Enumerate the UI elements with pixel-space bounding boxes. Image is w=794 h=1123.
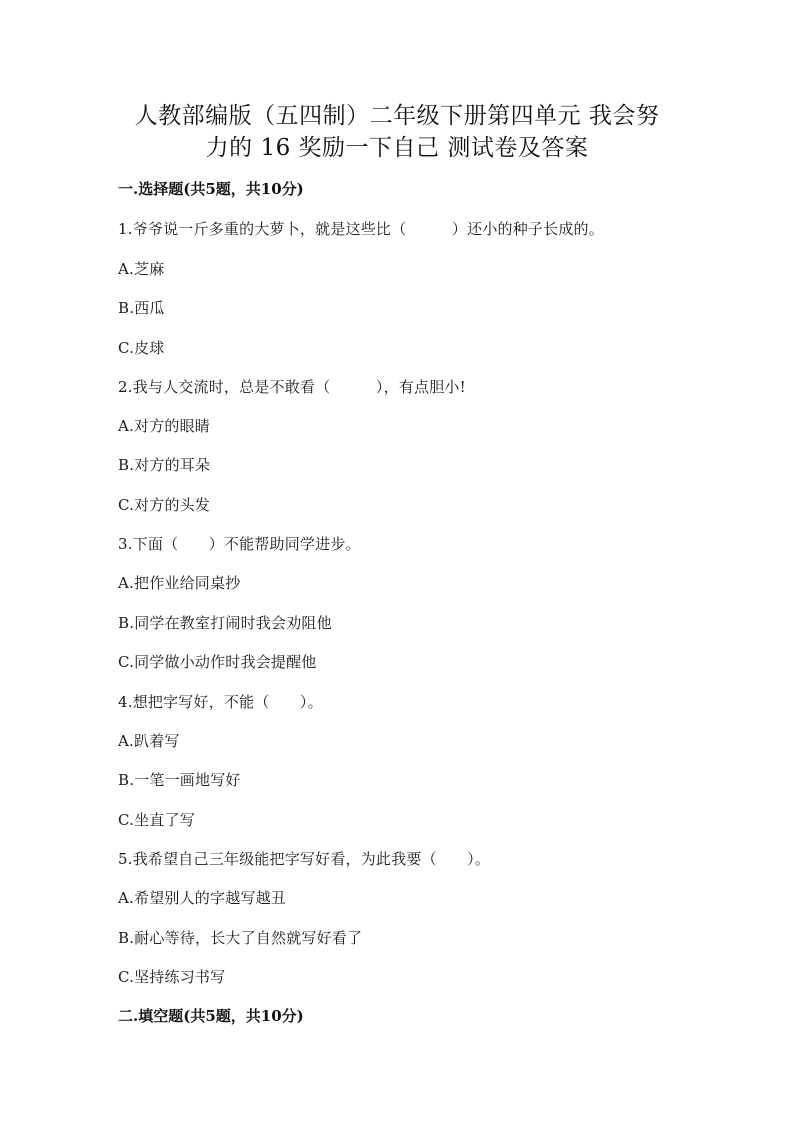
answer-option: B.一笔一画地写好	[118, 771, 241, 789]
question-stem: 3.下面（ ）不能帮助同学进步。	[118, 535, 361, 553]
answer-option: A.希望别人的字越写越丑	[118, 889, 287, 907]
question-stem: 5.我希望自己三年级能把字写好看，为此我要（ ）。	[118, 850, 491, 868]
answer-option: B.同学在教室打闹时我会劝阻他	[118, 614, 332, 632]
question-stem: 1.爷爷说一斤多重的大萝卜，就是这些比（ ）还小的种子长成的。	[118, 220, 604, 238]
answer-option: A.对方的眼睛	[118, 417, 211, 435]
answer-option: A.芝麻	[118, 260, 165, 278]
document-title-line-2: 力的 16 奖励一下自己 测试卷及答案	[205, 135, 589, 161]
answer-option: B.耐心等待，长大了自然就写好看了	[118, 929, 363, 947]
answer-option: C.同学做小动作时我会提醒他	[118, 653, 317, 671]
answer-option: A.趴着写	[118, 732, 180, 750]
document-title-line-1: 人教部编版（五四制）二年级下册第四单元 我会努	[134, 103, 660, 129]
answer-option: C.坐直了写	[118, 811, 195, 829]
question-stem: 4.想把字写好，不能（ ）。	[118, 693, 323, 711]
answer-option: C.皮球	[118, 339, 165, 357]
section-heading-fill-in-blank: 二.填空题(共5题，共10分)	[118, 1007, 304, 1025]
answer-option: B.对方的耳朵	[118, 456, 211, 474]
section-heading-multiple-choice: 一.选择题(共5题，共10分)	[118, 180, 304, 198]
answer-option: A.把作业给同桌抄	[118, 574, 241, 592]
answer-option: C.对方的头发	[118, 496, 211, 514]
answer-option: C.坚持练习书写	[118, 968, 226, 986]
question-stem: 2.我与人交流时，总是不敢看（ ），有点胆小!	[118, 378, 466, 396]
answer-option: B.西瓜	[118, 299, 165, 317]
